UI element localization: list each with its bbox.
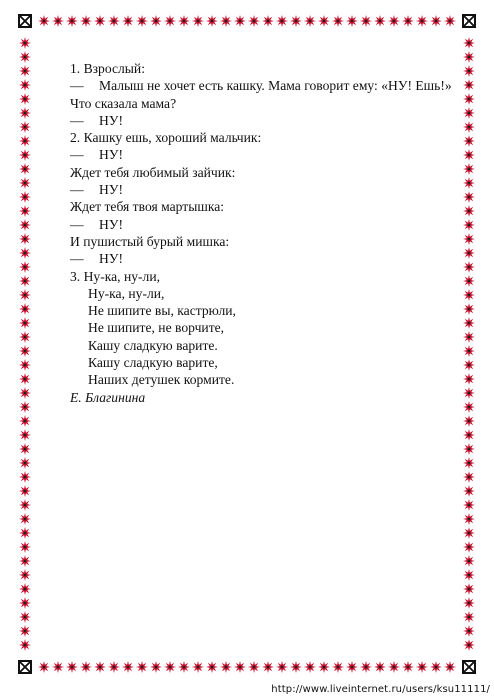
ornament-motif-icon (463, 611, 475, 623)
ornament-motif-icon (304, 661, 316, 673)
ornament-motif-icon (346, 15, 358, 27)
corner-ornament-icon (462, 14, 476, 28)
ornament-motif-icon (430, 661, 442, 673)
ornament-motif-icon (318, 661, 330, 673)
text-line (70, 181, 460, 198)
ornament-motif-icon (19, 513, 31, 525)
ornament-motif-icon (19, 639, 31, 651)
ornament-motif-icon (416, 15, 428, 27)
ornament-motif-icon (402, 15, 414, 27)
ornament-motif-icon (19, 177, 31, 189)
ornament-motif-icon (19, 233, 31, 245)
ornament-motif-icon (150, 15, 162, 27)
dash: — (70, 216, 84, 232)
ornament-border-top (34, 14, 460, 28)
ornament-motif-icon (19, 527, 31, 539)
ornament-motif-icon (463, 499, 475, 511)
dash: — (70, 182, 84, 198)
ornament-motif-icon (192, 15, 204, 27)
ornament-border-right (462, 30, 476, 658)
text-line: Не шипите, не ворчите, (88, 320, 225, 336)
ornament-motif-icon (19, 247, 31, 259)
ornament-motif-icon (262, 15, 274, 27)
ornament-motif-icon (463, 569, 475, 581)
ornament-motif-icon (463, 373, 475, 385)
text-span: НУ! (99, 216, 123, 232)
text-line: Наших детушек кормите. (88, 372, 235, 388)
ornament-motif-icon (19, 317, 31, 329)
ornament-motif-icon (463, 457, 475, 469)
ornament-motif-icon (178, 661, 190, 673)
ornament-motif-icon (290, 15, 302, 27)
ornament-motif-icon (19, 499, 31, 511)
ornament-motif-icon (463, 625, 475, 637)
ornament-motif-icon (463, 485, 475, 497)
ornament-motif-icon (374, 661, 386, 673)
ornament-motif-icon (94, 15, 106, 27)
ornament-motif-icon (463, 443, 475, 455)
text-line: Что сказала мама? (70, 95, 177, 111)
ornament-motif-icon (19, 457, 31, 469)
ornament-motif-icon (248, 661, 260, 673)
ornament-motif-icon (38, 661, 50, 673)
ornament-motif-icon (463, 317, 475, 329)
ornament-motif-icon (234, 661, 246, 673)
ornament-motif-icon (94, 661, 106, 673)
text-line: Ждет тебя любимый зайчик: (70, 164, 236, 180)
ornament-motif-icon (38, 15, 50, 27)
ornament-motif-icon (52, 661, 64, 673)
text-line (70, 146, 460, 163)
ornament-motif-icon (19, 79, 31, 91)
ornament-motif-icon (463, 93, 475, 105)
ornament-motif-icon (19, 219, 31, 231)
corner-ornament-icon (18, 14, 32, 28)
text-line: И пушистый бурый мишка: (70, 233, 230, 249)
ornament-motif-icon (248, 15, 260, 27)
ornament-motif-icon (19, 65, 31, 77)
ornament-motif-icon (19, 597, 31, 609)
ornament-motif-icon (19, 121, 31, 133)
ornament-motif-icon (19, 191, 31, 203)
ornament-motif-icon (388, 15, 400, 27)
ornament-motif-icon (276, 661, 288, 673)
ornament-motif-icon (276, 15, 288, 27)
author-signature: Е. Благинина (70, 389, 146, 405)
ornament-motif-icon (463, 387, 475, 399)
ornament-border-left (18, 30, 32, 658)
ornament-motif-icon (19, 611, 31, 623)
ornament-motif-icon (463, 345, 475, 357)
ornament-motif-icon (463, 149, 475, 161)
ornament-motif-icon (19, 387, 31, 399)
ornament-motif-icon (164, 15, 176, 27)
ornament-motif-icon (108, 661, 120, 673)
text-line: Не шипите вы, кастрюли, (88, 303, 236, 319)
ornament-motif-icon (332, 15, 344, 27)
text-span: НУ! (99, 182, 123, 198)
ornament-motif-icon (463, 415, 475, 427)
text-line (70, 77, 460, 94)
ornament-motif-icon (178, 15, 190, 27)
ornament-motif-icon (318, 15, 330, 27)
ornament-motif-icon (220, 661, 232, 673)
ornament-motif-icon (463, 65, 475, 77)
text-line (70, 112, 460, 129)
ornament-motif-icon (463, 527, 475, 539)
ornament-motif-icon (463, 513, 475, 525)
ornament-motif-icon (262, 661, 274, 673)
ornament-motif-icon (463, 429, 475, 441)
ornament-motif-icon (19, 331, 31, 343)
dash: — (70, 251, 84, 267)
ornament-motif-icon (19, 149, 31, 161)
ornament-motif-icon (416, 661, 428, 673)
ornament-motif-icon (19, 541, 31, 553)
ornament-motif-icon (463, 219, 475, 231)
ornament-motif-icon (463, 597, 475, 609)
ornament-motif-icon (19, 569, 31, 581)
text-line: Ну-ка, ну-ли, (88, 285, 165, 301)
ornament-motif-icon (136, 15, 148, 27)
ornament-motif-icon (463, 359, 475, 371)
text-line (70, 216, 460, 233)
ornament-motif-icon (463, 261, 475, 273)
text-line (70, 250, 460, 267)
ornament-motif-icon (19, 205, 31, 217)
ornament-motif-icon (444, 661, 456, 673)
ornament-motif-icon (463, 205, 475, 217)
ornament-motif-icon (80, 661, 92, 673)
ornament-motif-icon (290, 661, 302, 673)
ornament-motif-icon (19, 51, 31, 63)
ornament-motif-icon (19, 373, 31, 385)
ornament-motif-icon (374, 15, 386, 27)
ornament-motif-icon (463, 555, 475, 567)
text-span: НУ! (99, 147, 123, 163)
ornament-motif-icon (463, 401, 475, 413)
ornament-motif-icon (360, 661, 372, 673)
dash: — (70, 112, 84, 128)
ornament-motif-icon (52, 15, 64, 27)
ornament-motif-icon (360, 15, 372, 27)
ornament-motif-icon (463, 51, 475, 63)
ornament-motif-icon (463, 275, 475, 287)
ornament-motif-icon (220, 15, 232, 27)
ornament-motif-icon (463, 247, 475, 259)
ornament-motif-icon (444, 15, 456, 27)
ornament-motif-icon (19, 359, 31, 371)
ornament-motif-icon (346, 661, 358, 673)
ornament-motif-icon (19, 275, 31, 287)
ornament-motif-icon (206, 661, 218, 673)
ornament-motif-icon (463, 303, 475, 315)
ornament-motif-icon (19, 485, 31, 497)
document-text (70, 60, 460, 406)
ornament-motif-icon (463, 541, 475, 553)
ornament-motif-icon (19, 289, 31, 301)
ornament-motif-icon (122, 661, 134, 673)
ornament-motif-icon (463, 191, 475, 203)
corner-ornament-icon (18, 660, 32, 674)
ornament-motif-icon (206, 15, 218, 27)
ornament-motif-icon (463, 37, 475, 49)
ornament-motif-icon (150, 661, 162, 673)
dash: — (70, 78, 84, 94)
ornament-motif-icon (164, 661, 176, 673)
ornament-motif-icon (122, 15, 134, 27)
ornament-motif-icon (19, 401, 31, 413)
ornament-motif-icon (66, 661, 78, 673)
ornament-motif-icon (304, 15, 316, 27)
ornament-motif-icon (108, 15, 120, 27)
ornament-motif-icon (463, 79, 475, 91)
ornament-motif-icon (19, 471, 31, 483)
text-line: 1. Взрослый: (70, 61, 145, 76)
ornament-motif-icon (19, 135, 31, 147)
ornament-motif-icon (19, 429, 31, 441)
text-span: НУ! (99, 251, 123, 267)
ornament-motif-icon (19, 37, 31, 49)
ornament-motif-icon (19, 625, 31, 637)
ornament-border-bottom (34, 660, 460, 674)
text-line: 3. Ну-ка, ну-ли, (70, 268, 161, 284)
ornament-motif-icon (463, 471, 475, 483)
ornament-motif-icon (463, 289, 475, 301)
ornament-motif-icon (463, 583, 475, 595)
ornament-motif-icon (463, 233, 475, 245)
text-line: Кашу сладкую варите. (88, 337, 218, 353)
ornament-motif-icon (402, 661, 414, 673)
ornament-motif-icon (19, 303, 31, 315)
dash: — (70, 147, 84, 163)
ornament-motif-icon (463, 163, 475, 175)
ornament-motif-icon (19, 261, 31, 273)
ornament-motif-icon (463, 107, 475, 119)
ornament-motif-icon (463, 135, 475, 147)
ornament-motif-icon (463, 331, 475, 343)
ornament-motif-icon (19, 555, 31, 567)
text-line: Кашу сладкую варите, (88, 355, 218, 371)
ornament-motif-icon (430, 15, 442, 27)
ornament-motif-icon (388, 661, 400, 673)
ornament-motif-icon (80, 15, 92, 27)
ornament-motif-icon (234, 15, 246, 27)
text-span: Малыш не хочет есть кашку. Мама говорит ему: «НУ! Ешь!» (99, 78, 452, 94)
ornament-motif-icon (19, 345, 31, 357)
ornament-motif-icon (19, 107, 31, 119)
ornament-motif-icon (463, 121, 475, 133)
text-line: 2. Кашку ешь, хороший мальчик: (70, 130, 262, 146)
corner-ornament-icon (462, 660, 476, 674)
ornament-motif-icon (463, 177, 475, 189)
text-line: Ждет тебя твоя мартышка: (70, 199, 225, 215)
ornament-motif-icon (19, 93, 31, 105)
ornament-motif-icon (19, 163, 31, 175)
ornament-motif-icon (66, 15, 78, 27)
source-url: http://www.liveinternet.ru/users/ksu11111/ (271, 684, 490, 695)
ornament-motif-icon (192, 661, 204, 673)
ornament-motif-icon (19, 415, 31, 427)
ornament-motif-icon (136, 661, 148, 673)
ornament-motif-icon (463, 639, 475, 651)
ornament-motif-icon (332, 661, 344, 673)
ornament-motif-icon (19, 443, 31, 455)
ornament-motif-icon (19, 583, 31, 595)
text-span: НУ! (99, 112, 123, 128)
